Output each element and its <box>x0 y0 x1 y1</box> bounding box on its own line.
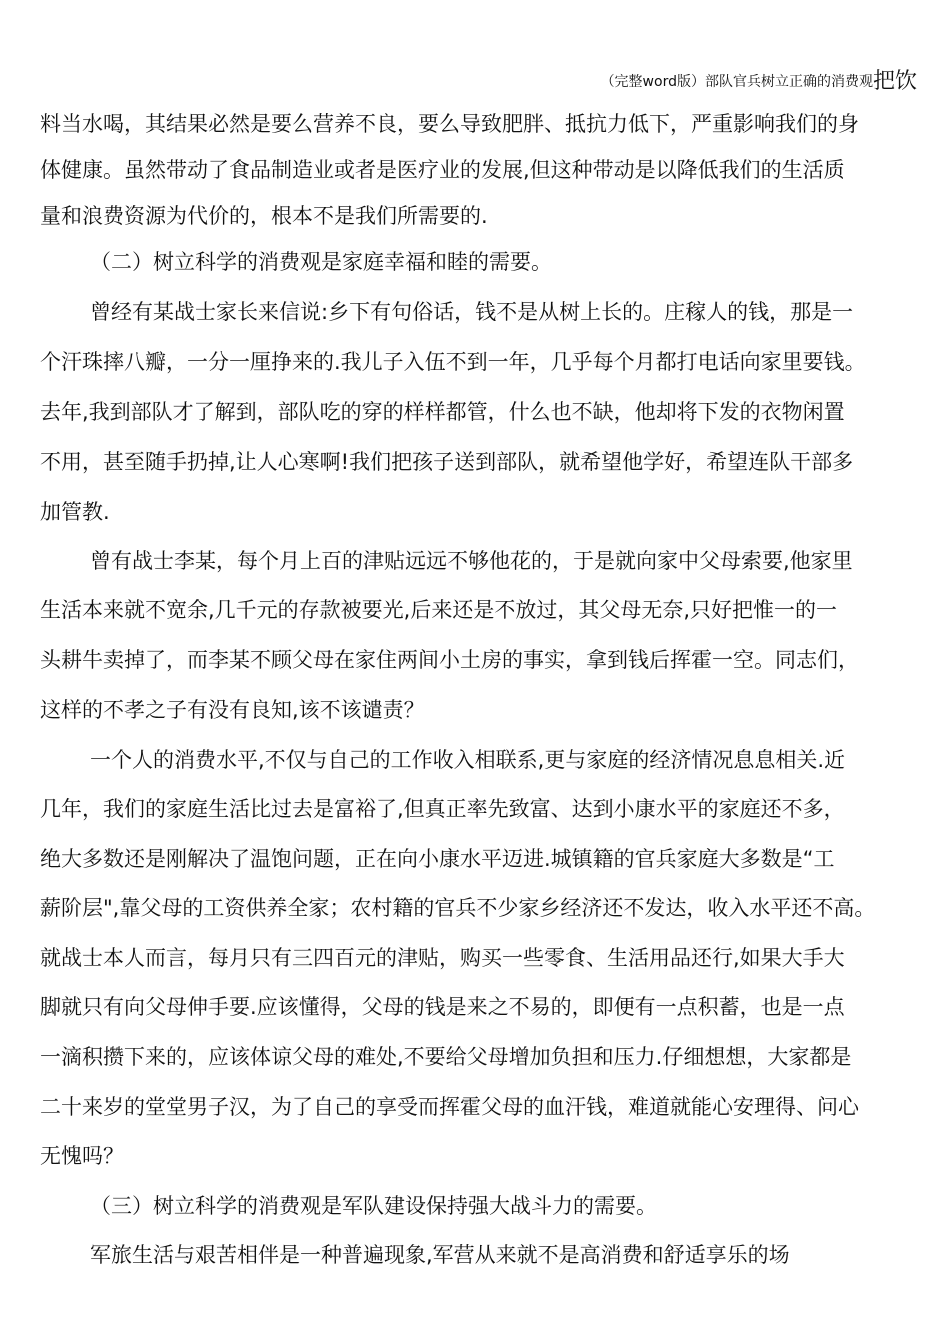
page-header <box>600 69 917 94</box>
text-line: 不用，甚至随手扔掉,让人心寒啊!我们把孩子送到部队，就希望他学好，希望连队干部多 <box>40 450 854 474</box>
text-line: 一个人的消费水平,不仅与自己的工作收入相联系,更与家庭的经济情况息息相关.近 <box>90 748 846 772</box>
text-line: 生活本来就不宽余,几千元的存款被要光,后来还是不放过，其父母无奈,只好把惟一的一 <box>40 598 838 622</box>
text-line: 绝大多数还是刚解决了温饱问题，正在向小康水平迈进.城镇籍的官兵家庭大多数是“工 <box>40 847 835 871</box>
text-line: 几年，我们的家庭生活比过去是富裕了,但真正率先致富、达到小康水平的家庭还不多， <box>40 797 845 821</box>
section-heading: （三）树立科学的消费观是军队建设保持强大战斗力的需要。 <box>90 1194 657 1218</box>
text-line: 这样的不孝之子有没有良知,该不该谴责？ <box>40 698 425 722</box>
text-line: 个汗珠摔八瓣，一分一厘挣来的.我儿子入伍不到一年，几乎每个月都打电话向家里要钱。 <box>40 350 866 374</box>
text-line: 就战士本人而言，每月只有三四百元的津贴，购买一些零食、生活用品还行,如果大手大 <box>40 946 845 970</box>
section-heading: （二）树立科学的消费观是家庭幸福和睦的需要。 <box>90 250 552 274</box>
text-line: 一滴积攒下来的，应该体谅父母的难处,不要给父母增加负担和压力.仔细想想，大家都是 <box>40 1045 852 1069</box>
text-line: 加管教. <box>40 500 110 524</box>
text-line: 曾有战士李某，每个月上百的津贴远远不够他花的，于是就向家中父母索要,他家里 <box>90 549 853 573</box>
text-line: 头耕牛卖掉了，而李某不顾父母在家住两间小土房的事实，拿到钱后挥霍一空。同志们， <box>40 648 859 672</box>
text-line: 军旅生活与艰苦相伴是一种普遍现象,军营从来就不是高消费和舒适享乐的场 <box>90 1243 790 1267</box>
text-line: 去年,我到部队才了解到，部队吃的穿的样样都管，什么也不缺，他却将下发的衣物闲置 <box>40 400 845 424</box>
text-line: 无愧吗？ <box>40 1144 124 1168</box>
text-line: 二十来岁的堂堂男子汉，为了自己的享受而挥霍父母的血汗钱，难道就能心安理得、问心 <box>40 1095 859 1119</box>
text-line: 曾经有某战士家长来信说:乡下有句俗话，钱不是从树上长的。庄稼人的钱，那是一 <box>90 300 854 324</box>
text-line: 料当水喝，其结果必然是要么营养不良，要么导致肥胖、抵抗力低下，严重影响我们的身 <box>40 112 859 136</box>
text-line: 体健康。虽然带动了食品制造业或者是医疗业的发展,但这种带动是以降低我们的生活质 <box>40 158 845 182</box>
text-line: 脚就只有向父母伸手要.应该懂得，父母的钱是来之不易的，即便有一点积蓄，也是一点 <box>40 995 845 1019</box>
text-line: 量和浪费资源为代价的，根本不是我们所需要的. <box>40 204 488 228</box>
header-title: （完整word版）部队官兵树立正确的消费观 <box>600 74 873 90</box>
text-line: 薪阶层",靠父母的工资供养全家；农村籍的官兵不少家乡经济还不发达，收入水平还不高。 <box>40 896 876 920</box>
header-tail: 把饮 <box>872 69 917 94</box>
